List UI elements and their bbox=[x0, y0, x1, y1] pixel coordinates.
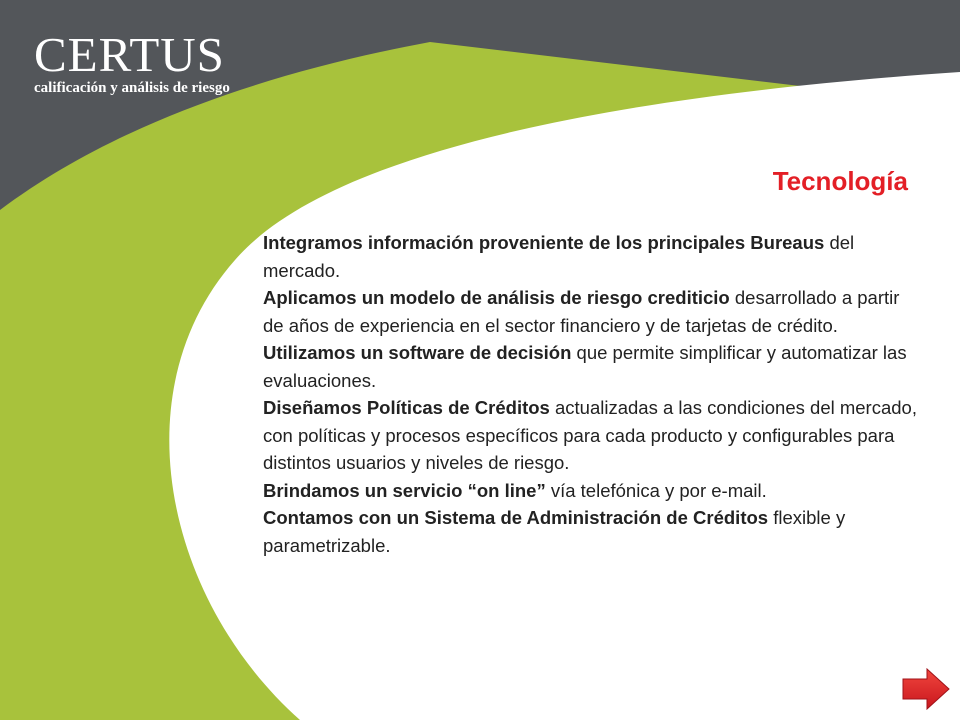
paragraph-bold: Utilizamos un software de decisión bbox=[263, 342, 572, 363]
paragraph-text: vía telefónica y por e-mail. bbox=[545, 479, 767, 501]
paragraph-risk-model bbox=[263, 284, 923, 339]
paragraph-bold: Diseñamos Políticas de Créditos bbox=[263, 397, 550, 418]
paragraph-bold: Integramos información proveniente de los principales Bureaus bbox=[263, 232, 825, 253]
paragraph-bureaus bbox=[263, 229, 923, 284]
brand-tagline: calificación y análisis de riesgo bbox=[34, 80, 230, 96]
paragraph-text: flexible y parametrizable. bbox=[263, 507, 846, 556]
paragraph-policies bbox=[263, 394, 923, 477]
paragraph-credit-system bbox=[263, 504, 923, 559]
paragraph-text: actualizadas a las condiciones del mercado, con políticas y procesos específicos para cada producto y configurables para distintos usuarios y niveles de riesgo. bbox=[263, 397, 917, 473]
slide-content bbox=[263, 229, 923, 559]
brand-name: CERTUS bbox=[34, 27, 225, 82]
paragraph-bold: Brindamos un servicio “on line” bbox=[263, 479, 546, 501]
paragraph-text: que permite simplificar y automatizar las evaluaciones. bbox=[263, 342, 907, 391]
paragraph-software bbox=[263, 339, 923, 394]
paragraph-bold: Contamos con un Sistema de Administración de Créditos bbox=[263, 507, 769, 528]
paragraph-bold: Aplicamos un modelo de análisis de riesgo crediticio bbox=[263, 287, 730, 308]
brand-logo bbox=[34, 27, 230, 96]
paragraph-text: del mercado. bbox=[263, 232, 855, 281]
paragraph-text: desarrollado a partir de años de experiencia en el sector financiero y de tarjetas de crédito. bbox=[263, 287, 900, 336]
arrow-right-icon[interactable] bbox=[902, 668, 950, 710]
slide-title: Tecnología bbox=[772, 166, 908, 196]
paragraph-online-service bbox=[263, 477, 923, 505]
